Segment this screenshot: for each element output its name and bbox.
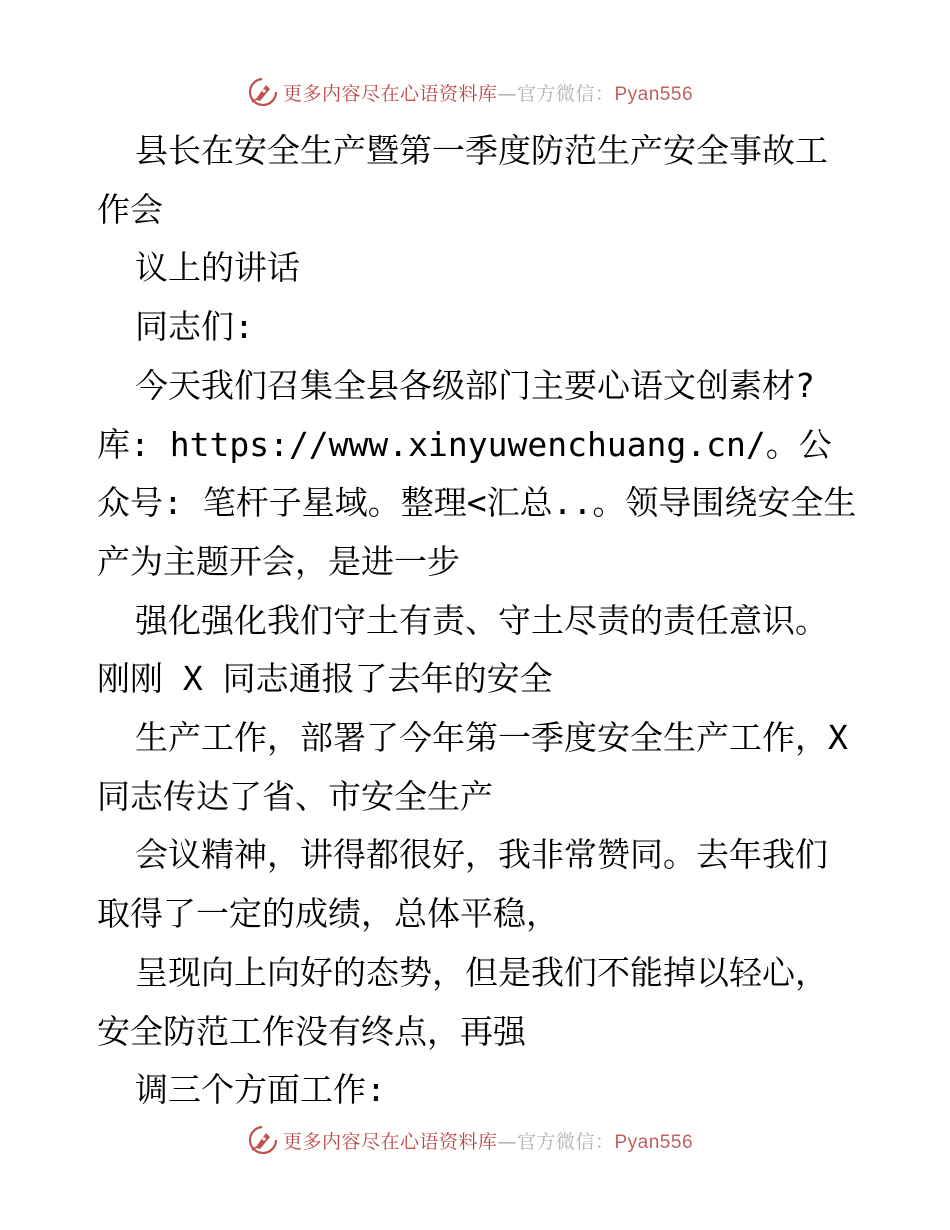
paragraph: 会议精神，讲得都很好，我非常赞同。去年我们取得了一定的成绩，总体平稳， [97, 835, 828, 934]
document-title-line-2: 议上的讲话 [135, 248, 300, 288]
paragraph: 今天我们召集全县各级部门主要心语文创素材?库: https://www.xinyuwenchuang.cn/。公众号: 笔杆子星域。整理<汇总..。领导围绕安全生产为主题开会，是进一步 [97, 365, 857, 581]
footer-watermark [0, 1120, 950, 1160]
paragraph: 呈现向上向好的态势，但是我们不能掉以轻心，安全防范工作没有终点，再强 [97, 952, 828, 1051]
paragraph: 调三个方面工作: [135, 1070, 386, 1110]
pen-nib-logo-icon [247, 1124, 279, 1156]
document-title-line-1: 县长在安全生产暨第一季度防范生产安全事故工作会 [97, 131, 828, 229]
header-watermark [0, 72, 950, 112]
document-body [97, 122, 857, 1120]
watermark-wechat-id: Pyan556 [614, 83, 694, 105]
watermark-brand: 更多内容尽在心语资料库 [282, 82, 498, 105]
pen-nib-logo-icon [247, 76, 279, 108]
paragraph: 强化强化我们守土有责、守土尽责的责任意识。刚刚 X 同志通报了去年的安全 [97, 600, 828, 699]
watermark-separator: — [497, 82, 517, 105]
watermark-row [247, 76, 693, 108]
watermark-wechat-label: 官方微信： [516, 1130, 615, 1153]
watermark-wechat-id: Pyan556 [614, 1131, 694, 1153]
watermark-row [247, 1124, 693, 1156]
watermark-text [283, 1127, 693, 1154]
watermark-text [283, 79, 693, 106]
salutation: 同志们: [135, 307, 254, 347]
watermark-separator: — [497, 1130, 517, 1153]
watermark-wechat-label: 官方微信： [516, 82, 615, 105]
watermark-brand: 更多内容尽在心语资料库 [282, 1130, 498, 1153]
paragraph: 生产工作，部署了今年第一季度安全生产工作，X 同志传达了省、市安全生产 [97, 718, 848, 816]
